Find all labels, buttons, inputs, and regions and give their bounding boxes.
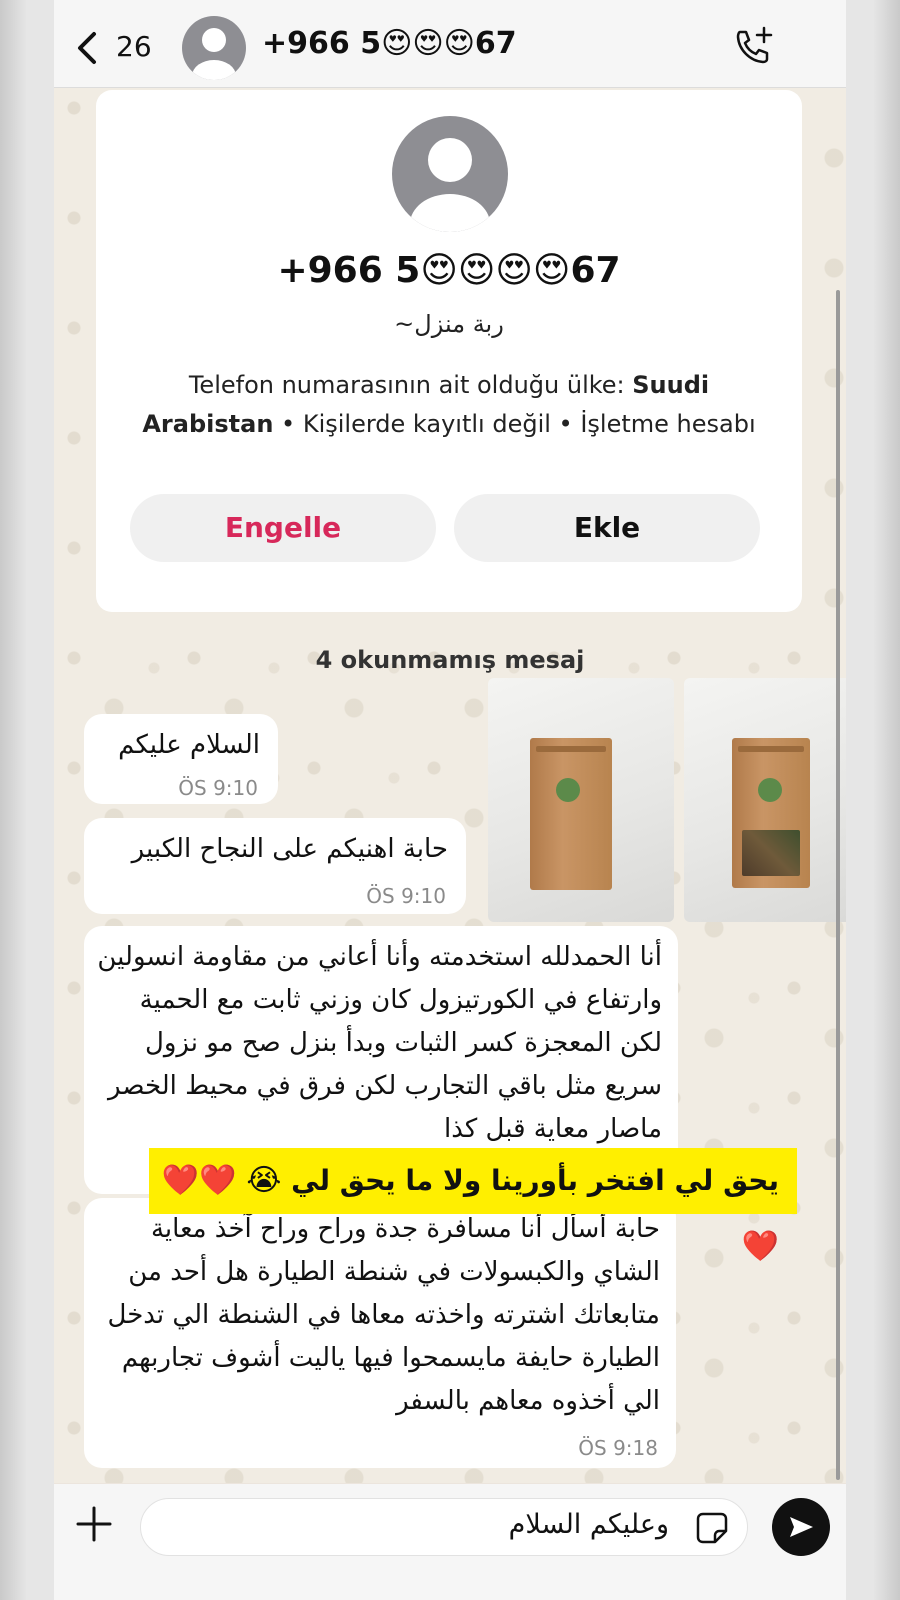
message-input-value[interactable]: وعليكم السلام (508, 1509, 669, 1540)
message-text: حابة أسأل أنا مسافرة جدة وراح وراح آخذ معاية الشاي والكبسولات في شنطة الطيارة هل أحد من متابعاتك اشترته واخذته معاها في الشنطة الي تدخل الطيارة حايفة مايسمحوا فيها ياليت أشوف تجاربهم الي أخذوه معاهم بالسفر (107, 1214, 660, 1416)
country-value: Suudi Arabistan (142, 371, 710, 438)
avatar[interactable] (182, 16, 246, 80)
tea-bag-image (732, 738, 810, 888)
unread-messages-divider: 4 okunmamış mesaj (315, 646, 585, 674)
message-bubble[interactable] (84, 714, 278, 804)
country-label: Telefon numarasının ait olduğu ülke: (188, 371, 633, 399)
highlight-text: يحق لي افتخر بأورينا ولا ما يحق لي (291, 1164, 779, 1197)
message-time: ÖS 9:10 (178, 776, 258, 800)
message-input[interactable] (140, 1498, 748, 1556)
product-photo-2[interactable] (684, 678, 846, 922)
scrollbar[interactable] (836, 290, 840, 1480)
sticker-icon[interactable] (695, 1511, 729, 1545)
plus-icon[interactable] (74, 1504, 114, 1544)
chat-title[interactable]: +966 5😍😍😍67 (262, 26, 517, 61)
tea-bag-image (530, 738, 612, 890)
message-text: السلام عليكم (118, 730, 260, 760)
default-avatar-icon (392, 116, 508, 232)
default-avatar-icon (182, 16, 246, 80)
chat-header (54, 0, 846, 88)
back-unread-count[interactable]: 26 (116, 30, 152, 63)
send-icon (786, 1512, 816, 1542)
message-text: حابة اهنيكم على النجاح الكبير (131, 834, 448, 864)
chevron-left-icon[interactable] (72, 28, 102, 68)
contact-pushname: ~ربة منزل (394, 310, 504, 338)
send-button[interactable] (772, 1498, 830, 1556)
contact-number: +966 5😍😍😍😍67 (277, 250, 621, 291)
message-time: ÖS 9:10 (366, 884, 446, 908)
message-text: أنا الحمدلله استخدمته وأنا أعاني من مقاومة انسولين وارتفاع في الكورتيزول كان وزني ثابت مع الحمية لكن المعجزة كسر الثبات وبدأ بنزل صح مو نزول سريع مثل باقي التجارب لكن فرق في محيط الخصر ماصار معاية قبل كذا (97, 942, 662, 1144)
crying-emoji: 😭 (246, 1163, 282, 1198)
message-time: ÖS 9:18 (578, 1436, 658, 1460)
message-bubble[interactable] (84, 1198, 676, 1468)
account-status: • Kişilerde kayıtlı değil • İşletme hesabı (273, 410, 756, 438)
add-call-icon[interactable] (730, 24, 776, 70)
block-button[interactable]: Engelle (130, 494, 436, 562)
contact-avatar (392, 116, 508, 232)
product-photo-1[interactable] (488, 678, 674, 922)
chat-screen (54, 0, 846, 1600)
highlight-caption (149, 1148, 797, 1264)
contact-info-card (96, 90, 802, 612)
message-composer (54, 1484, 846, 1600)
message-bubble[interactable] (84, 818, 466, 914)
add-contact-button[interactable]: Ekle (454, 494, 760, 562)
hearts-emoji: ❤️❤️❤️ (161, 1163, 779, 1264)
contact-details (136, 366, 762, 444)
